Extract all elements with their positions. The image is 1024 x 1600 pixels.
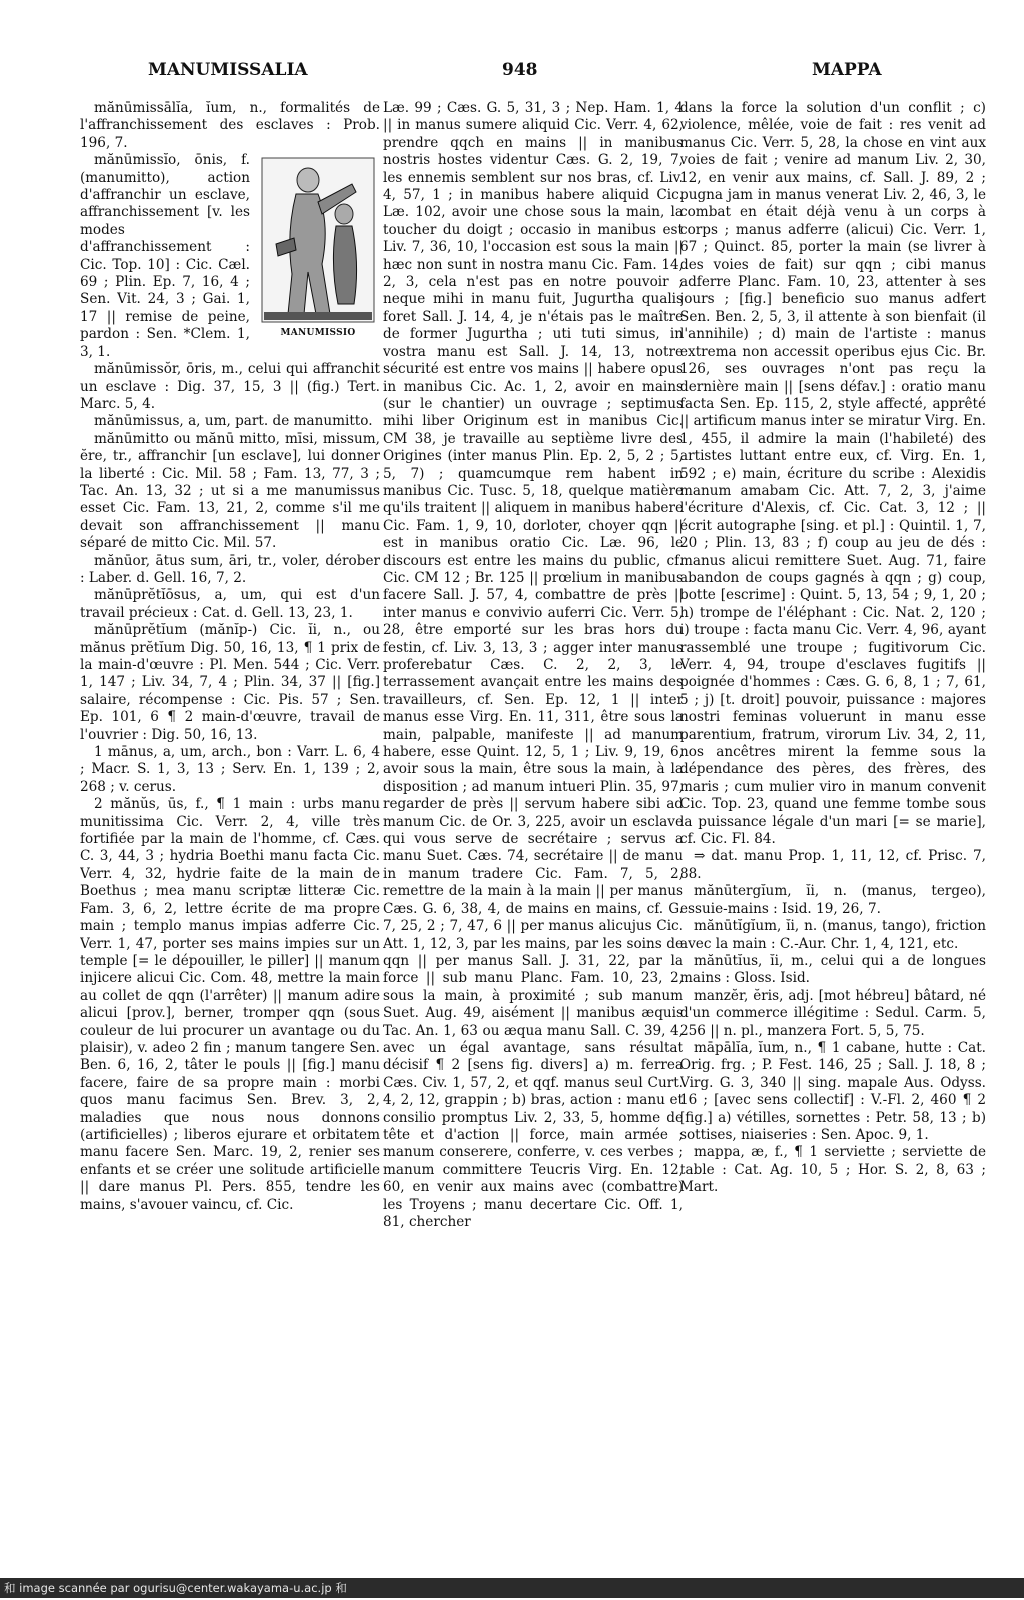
column-1 (80, 100, 380, 1540)
entry-manus-2-continued: Læ. 99 ; Cæs. G. 5, 31, 3 ; Nep. Ham. 1, 4 || in manus sumere aliquid Cic. Verr. 4, 62, prendre qqch en mains || in manibus nostris hostes videntur Cæs. G. 2, 19, 7, les ennemis semblent sur nos bras, cf. Liv. 4, 57, 1 ; in manibus habere aliquid Cic. Læ. 102, avoir une chose sous la main, la toucher du doigt ; occasio in manibus est Liv. 7, 36, 10, l'occasion est sous la main || hæc non sunt in nostra manu Cic. Fam. 14, 2, 3, cela n'est pas en notre pouvoir ; neque mihi in manu fuit, Jugurtha qualis foret Sall. J. 14, 4, je n'étais pas le maître de former Jugurtha ; uti tuti simus, in vostra manu est Sall. J. 14, 13, notre sécurité est entre vos mains || habere opus in manibus Cic. Ac. 1, 2, avoir en mains (sur le chantier) un ouvrage ; septimus mihi liber Originum est in manibus Cic. CM 38, je travaille au septième livre des Origines (inter manus Plin. Ep. 2, 5, 2 ; 5, 5, 7) ; quamcumque rem habent in manibus Cic. Tusc. 5, 18, quelque matière qu'ils traitent || aliquem in manibus habere Cic. Fam. 1, 9, 10, dorloter, choyer qqn || est in manibus oratio Cic. Læ. 96, le discours est entre les mains du public, cf. Cic. CM 12 ; Br. 125 || prœlium in manibus facere Sall. J. 57, 4, combattre de près || inter manus e convivio auferri Cic. Verr. 5, 28, être emporté sur les bras hors du festin, cf. Liv. 3, 13, 3 ; agger inter manus proferebatur Cæs. C. 2, 2, 3, le terrassement avançait entre les mains des travailleurs, cf. Sen. Ep. 12, 1 || inter manus esse Virg. En. 11, 311, être sous la main, palpable, manifeste || ad manum habere, esse Quint. 12, 5, 1 ; Liv. 9, 19, 6, avoir sous la main, être sous la main, à la disposition ; ad manum intueri Plin. 35, 97, regarder de près || servum habere sibi ad manum Cic. de Or. 3, 225, avoir un esclave qui vous serve de secrétaire ; servus a manu Suet. Cæs. 74, secrétaire || de manu in manum tradere Cic. Fam. 7, 5, 2, remettre de la main à la main || per manus Cæs. G. 6, 38, 4, de mains en mains, cf. G. 7, 25, 2 ; 7, 47, 6 || per manus alicujus Cic. Att. 1, 12, 3, par les mains, par les soins de qqn || per manus Sall. J. 31, 22, par la force || sub manu Planc. Fam. 10, 23, 2, sous la main, à proximité ; sub manum Suet. Aug. 49, aisément || manibus æquis Tac. An. 1, 63 ou æqua manu Sall. C. 39, 4, avec un égal avantage, sans résultat décisif ¶ 2 [sens fig. divers] a) m. ferrea Cæs. Civ. 1, 57, 2, et qqf. manus seul Curt. 4, 2, 12, grappin ; b) bras, action : manu et consilio promptus Liv. 2, 33, 5, homme de tête et d'action || force, main armée ; manum conserere, conferre, v. ces verbes ; manum committere Teucris Virg. En. 12, 60, en venir aux mains avec (combattre) les Troyens ; manu decertare Cic. Off. 1, 81, chercher (383, 100, 683, 1230)
entry-manuor: mănūor, ātus sum, āri, tr., voler, dérober : Laber. d. Gell. 16, 7, 2. (80, 552, 380, 586)
page-number: 948 (502, 60, 538, 80)
entry-manutergium: mănūtergĭum, ĭi, n. (manus, tergeo), essuie-mains : Isid. 19, 26, 7. (680, 883, 986, 917)
column-2 (383, 100, 683, 1540)
entry-manumissalia: mănūmissālĭa, ĭum, n., formalités de l'affranchissement des esclaves : Prob. 196, 7. (80, 100, 380, 151)
header-left-headword: MANUMISSALIA (148, 60, 308, 80)
entry-manus-dative-note: ⇒ dat. manu Prop. 1, 11, 12, cf. Prisc. 7, 88. (680, 848, 986, 882)
entry-manumissor: mănūmissŏr, ōris, m., celui qui affranchit un esclave : Dig. 37, 15, 3 || (fig.) Tert. Marc. 5, 4. (80, 361, 380, 412)
entry-manutigium: mănūtĭgĭum, ĭi, n. (manus, tango), friction avec la main : C.-Aur. Chr. 1, 4, 121, etc. (680, 918, 986, 952)
manumission-relief-image (256, 154, 380, 326)
entry-mappa: mappa, æ, f., ¶ 1 serviette ; serviette de table : Cat. Ag. 10, 5 ; Hor. S. 2, 8, 63 ; Mart. (680, 1144, 986, 1196)
entry-manupretium: mănūprĕtĭum (mănĭp-) Cic. ĭi, n., ou mănus prĕtĭum Dig. 50, 16, 13, ¶ 1 prix de la main-d'œuvre : Pl. Men. 544 ; Cic. Verr. 1, 147 ; Liv. 34, 7, 4 ; Plin. 34, 37 || [fig.] salaire, récompense : Cic. Pis. 57 ; Sen. Ep. 101, 6 ¶ 2 main-d'œuvre, travail de l'ouvrier : Dig. 50, 16, 13. (80, 622, 380, 743)
entry-manzer: manzĕr, ĕris, adj. [mot hébreu] bâtard, né d'un commerce illégitime : Sedul. Carm. 5, 256 || n. pl., manzera Fort. 5, 5, 75. (680, 987, 986, 1039)
header-right-headword: MAPPA (812, 60, 882, 80)
column-3 (680, 100, 986, 1540)
figure-caption: MANUMISSIO (280, 327, 356, 338)
entry-manumitto: mănūmitto ou mănū mitto, mīsi, missum, ĕre, tr., affranchir [un esclave], lui donner la liberté : Cic. Mil. 58 ; Fam. 13, 77, 3 ; Tac. An. 13, 32 ; ut si a me manumissus esset Cic. Fam. 13, 21, 2, comme s'il me devait son affranchissement || manu séparé de mitto Cic. Mil. 57. (80, 430, 380, 552)
entry-mapalia: māpālĭa, ĭum, n., ¶ 1 cabane, hutte : Cat. Orig. frg. ; P. Fest. 146, 25 ; Sall. J. 18, 8 ; Virg. G. 3, 340 || sing. mapale Aus. Odyss. 16 ; [avec sens collectif] : V.-Fl. 2, 460 ¶ 2 [fig.] a) vétilles, sornettes : Petr. 58, 13 ; b) sottises, niaiseries : Sen. Apoc. 9, 1. (680, 1039, 986, 1143)
manumission-figure (256, 154, 380, 342)
entry-manus-2: 2 mănŭs, ūs, f., ¶ 1 main : urbs manu munitissima Cic. Verr. 2, 4, ville très fortifiée par la main de l'homme, cf. Cæs. C. 3, 44, 3 ; hydria Boethi manu facta Cic. Verr. 4, 32, hydrie faite de la main de Boethus ; mea manu scriptæ litteræ Cic. Fam. 3, 6, 2, lettre écrite de ma propre main ; templo manus impias adferre Cic. Verr. 1, 47, porter ses mains impies sur un temple [= le dépouiller, le piller] || manum injicere alicui Cic. Com. 48, mettre la main au collet de qqn (l'arrêter) || manum adire alicui [prov.], berner, tromper qqn (sous couleur de lui procurer un avantage ou du plaisir), v. adeo 2 fin ; manum tangere Sen. Ben. 6, 16, 2, tâter le pouls || [fig.] manu facere, faire de sa propre main : morbi quos manu facimus Sen. Brev. 3, 2, maladies que nous nous donnons (artificielles) ; liberos ejurare et orbitatem manu facere Sen. Marc. 19, 2, renier ses enfants et se créer une solitude artificielle || dare manus Pl. Pers. 855, tendre les mains, s'avouer vaincu, cf. Cic. (80, 796, 380, 1213)
entry-manumissio: mănūmissĭo, ōnis, f. (manumitto), action d'affranchir un esclave, affranchissement [v. les modes d'affranchissement : Cic. Top. 10] : Cic. Cæl. 69 ; Plin. Ep. 7, 16, 4 ; Sen. Vit. 24, 3 ; Gai. 1, 17 || remise de peine, pardon : Sen. *Clem. 1, 3, 1. (80, 152, 250, 360)
entry-manutius: mănūtĭus, ĭi, m., celui qui a de longues mains : Gloss. Isid. (680, 952, 986, 987)
entry-manupretiosus: mănūprĕtĭōsus, a, um, qui est d'un travail précieux : Cat. d. Gell. 13, 23, 1. (80, 587, 380, 621)
entry-manumissus: mănūmissus, a, um, part. de manumitto. (94, 413, 373, 430)
entry-manus-2-end: dans la force la solution d'un conflit ; c) violence, mêlée, voie de fait : res venit ad manus Cic. Verr. 5, 28, la chose en vint aux voies de fait ; venire ad manum Liv. 2, 30, 12, en venir aux mains, cf. Sall. J. 89, 2 ; pugna jam in manus venerat Liv. 2, 46, 3, le combat en était déjà venu à un corps à corps ; manus adferre (alicui) Cic. Verr. 1, 67 ; Quinct. 85, porter la main (se livrer à des voies de fait) sur qqn ; cibi manus adferre Planc. Fam. 10, 23, attenter à ses jours ; [fig.] beneficio suo manus adfert Sen. Ben. 2, 5, 3, il attente à son bienfait (il l'annihile) ; d) main de l'artiste : manus extrema non accessit operibus ejus Cic. Br. 126, ses ouvrages n'ont pas reçu la dernière main || [sens défav.] : oratio manu facta Sen. Ep. 115, 2, style affecté, apprêté || artificum manus inter se miratur Virg. En. 1, 455, il admire la main (l'habileté) des artistes luttant entre eux, cf. Virg. En. 1, 592 ; e) main, écriture du scribe : Alexidis manum amabam Cic. Att. 7, 2, 3, j'aime l'écriture d'Alexis, cf. Cic. Cat. 3, 12 ; || écrit autographe [sing. et pl.] : Quintil. 1, 7, 20 ; Plin. 13, 83 ; f) coup au jeu de dés : manus alicui remittere Suet. Aug. 71, faire abandon de coups gagnés à qqn ; g) coup, botte [escrime] : Quint. 5, 13, 54 ; 9, 1, 20 ; h) trompe de l'éléphant : Cic. Nat. 2, 120 ; i) troupe : facta manu Cic. Verr. 4, 96, ayant rassemblé une troupe ; fugitivorum Cic. Verr. 4, 94, troupe d'esclaves fugitifs || poignée d'hommes : Cæs. G. 6, 8, 1 ; 7, 61, 5 ; j) [t. droit] pouvoir, puissance : majores nostri feminas voluerunt in manu esse parentium, fratrum, virorum Liv. 34, 2, 11, nos ancêtres mirent la femme sous la dépendance des pères, des frères, des maris ; cum mulier viro in manum convenit Cic. Top. 23, quand une femme tombe sous la puissance légale d'un mari [= se marie], cf. Cic. Fl. 84. (680, 100, 986, 848)
page-header (0, 60, 1024, 88)
scan-credit-footer: 和 image scannée par ogurisu@center.wakayama-u.ac.jp 和 (0, 1578, 1024, 1598)
entry-manus-1: 1 mānus, a, um, arch., bon : Varr. L. 6, 4 ; Macr. S. 1, 3, 13 ; Serv. En. 1, 139 ; 2, 268 ; v. cerus. (80, 744, 380, 795)
